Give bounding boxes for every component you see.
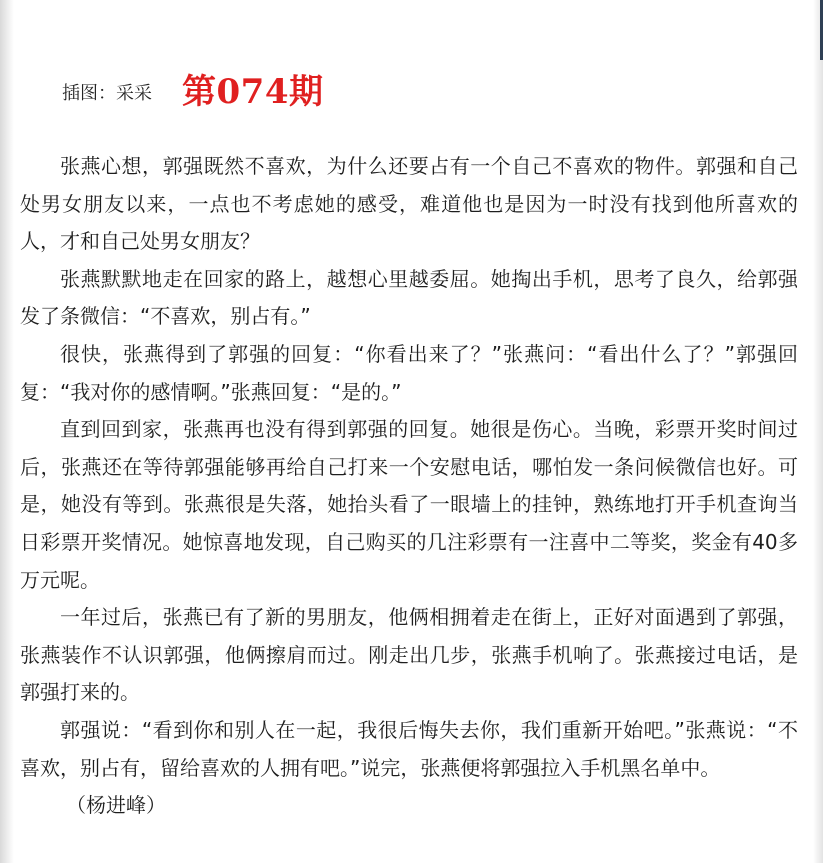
paragraph: 张燕默默地走在回家的路上，越想心里越委屈。她掏出手机，思考了良久，给郭强发了条微信：“不喜欢，别占有。” <box>20 266 798 329</box>
story-body <box>20 148 798 825</box>
left-page-shadow <box>0 0 14 863</box>
paragraph: 郭强说：“看到你和别人在一起，我很后悔失去你，我们重新开始吧。”张燕说：“不喜欢，别占有，留给喜欢的人拥有吧。”说完，张燕便将郭强拉入手机黑名单中。 <box>20 717 798 780</box>
paragraph: 一年过后，张燕已有了新的男朋友，他俩相拥着走在街上，正好对面遇到了郭强，张燕装作不认识郭强，他俩擦肩而过。刚走出几步，张燕手机响了。张燕接过电话，是郭强打来的。 <box>20 605 798 705</box>
author-signature: （杨进峰） <box>66 793 166 818</box>
paragraph: 直到回到家，张燕再也没有得到郭强的回复。她很是伤心。当晚，彩票开奖时间过后，张燕还在等待郭强能够再给自己打来一个安慰电话，哪怕发一条问候微信也好。可是，她没有等到。张燕很是失落，她抬头看了一眼墙上的挂钟，熟练地打开手机查询当日彩票开奖情况。她惊喜地发现，自己购买的几注彩票有一注喜中二等奖，奖金有40多万元呢。 <box>20 417 798 592</box>
paragraph: 很快，张燕得到了郭强的回复：“你看出来了？”张燕问：“看出什么了？”郭强回复：“我对你的感情啊。”张燕回复：“是的。” <box>20 341 798 404</box>
paragraph: 张燕心想，郭强既然不喜欢，为什么还要占有一个自己不喜欢的物件。郭强和自己处男女朋友以来，一点也不考虑她的感受，难道他也是因为一时没有找到他所喜欢的人，才和自己处男女朋友？ <box>20 154 798 254</box>
illustration-credit: 插图：采采 <box>62 83 152 104</box>
right-page-shadow <box>813 0 823 863</box>
issue-number: 第074期 <box>182 72 324 112</box>
